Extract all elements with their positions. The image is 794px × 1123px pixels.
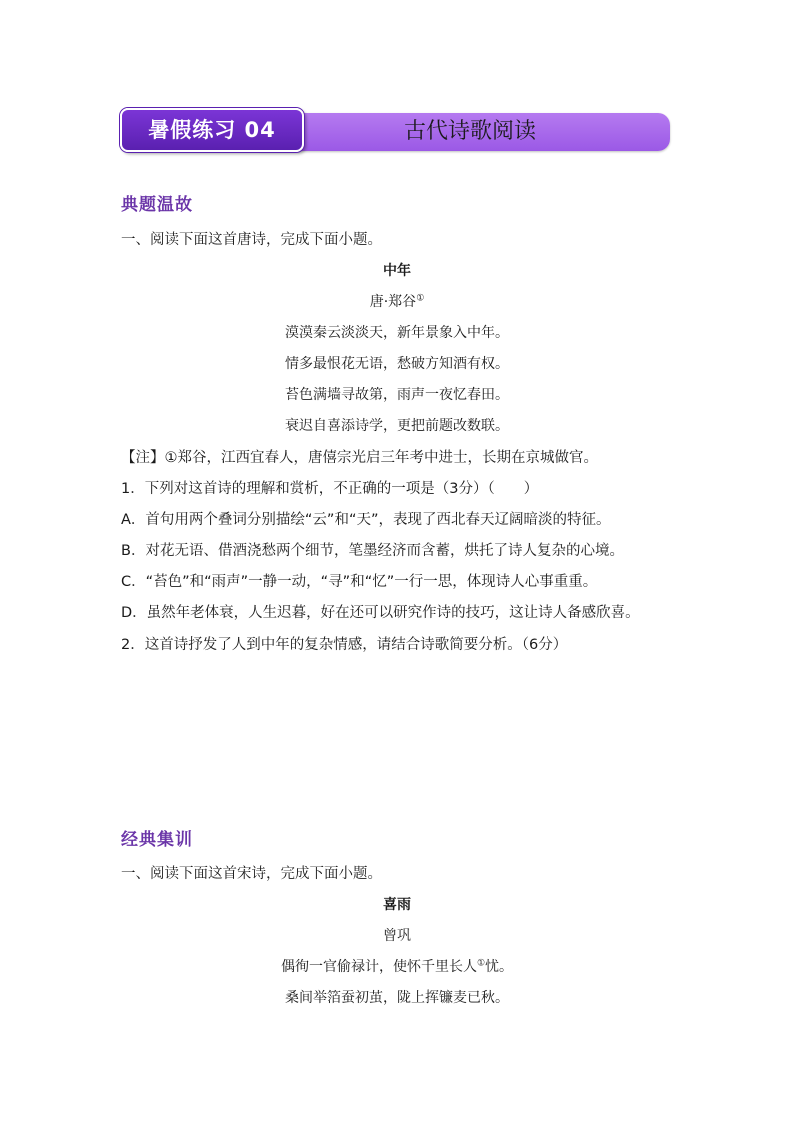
poem1-line: 衰迟自喜添诗学，更把前题改数联。 bbox=[285, 418, 509, 434]
practice-tag: 暑假练习 04 bbox=[120, 108, 304, 152]
poem1-author-mark: ① bbox=[416, 293, 425, 304]
option-c: C．“苔色”和“雨声”一静一动，“寻”和“忆”一行一思，体现诗人心事重重。 bbox=[121, 574, 598, 590]
question-1: 1．下列对这首诗的理解和赏析，不正确的一项是（3分）（ ） bbox=[121, 481, 539, 497]
section-title-review: 典题温故 bbox=[121, 195, 193, 215]
poem2-author: 曾巩 bbox=[383, 928, 411, 944]
poem1-line: 漠漠秦云淡淡天，新年景象入中年。 bbox=[285, 325, 509, 341]
option-d: D．虽然年老体衰，人生迟暮，好在还可以研究作诗的技巧，这让诗人备感欣喜。 bbox=[121, 605, 640, 621]
poem2-line: 桑间举箔蚕初茧，陇上挥镰麦已秋。 bbox=[285, 990, 509, 1006]
option-b: B．对花无语、借酒浇愁两个细节，笔墨经济而含蓄，烘托了诗人复杂的心境。 bbox=[121, 543, 624, 559]
option-a: A．首句用两个叠词分别描绘“云”和“天”，表现了西北春天辽阔暗淡的特征。 bbox=[121, 512, 611, 528]
header-banner bbox=[120, 108, 672, 156]
poem1-line: 苔色满墙寻故第，雨声一夜忆春田。 bbox=[285, 387, 509, 403]
poem1-author bbox=[0, 291, 794, 311]
section-title-training: 经典集训 bbox=[121, 830, 193, 850]
section1-intro: 一、阅读下面这首唐诗，完成下面小题。 bbox=[121, 232, 382, 248]
poem2-line1-b: 忧。 bbox=[485, 959, 514, 975]
poem1-note: 【注】①郑谷，江西宜春人，唐僖宗光启三年考中进士，长期在京城做官。 bbox=[121, 450, 598, 466]
section2-intro: 一、阅读下面这首宋诗，完成下面小题。 bbox=[121, 866, 382, 882]
poem1-author-text: 唐·郑谷 bbox=[369, 294, 417, 310]
poem1-line: 情多最恨花无语，愁破方知酒有权。 bbox=[285, 356, 509, 372]
poem2-line1-mark: ① bbox=[476, 958, 486, 969]
poem1-title: 中年 bbox=[383, 263, 411, 279]
page-title: 古代诗歌阅读 bbox=[403, 119, 536, 144]
poem2-title: 喜雨 bbox=[383, 897, 411, 913]
poem2-line bbox=[0, 956, 794, 976]
poem2-line1-a: 偶徇一官偷禄计，使怀千里长人 bbox=[280, 959, 477, 975]
question-2: 2．这首诗抒发了人到中年的复杂情感，请结合诗歌简要分析。（6分） bbox=[121, 637, 568, 653]
